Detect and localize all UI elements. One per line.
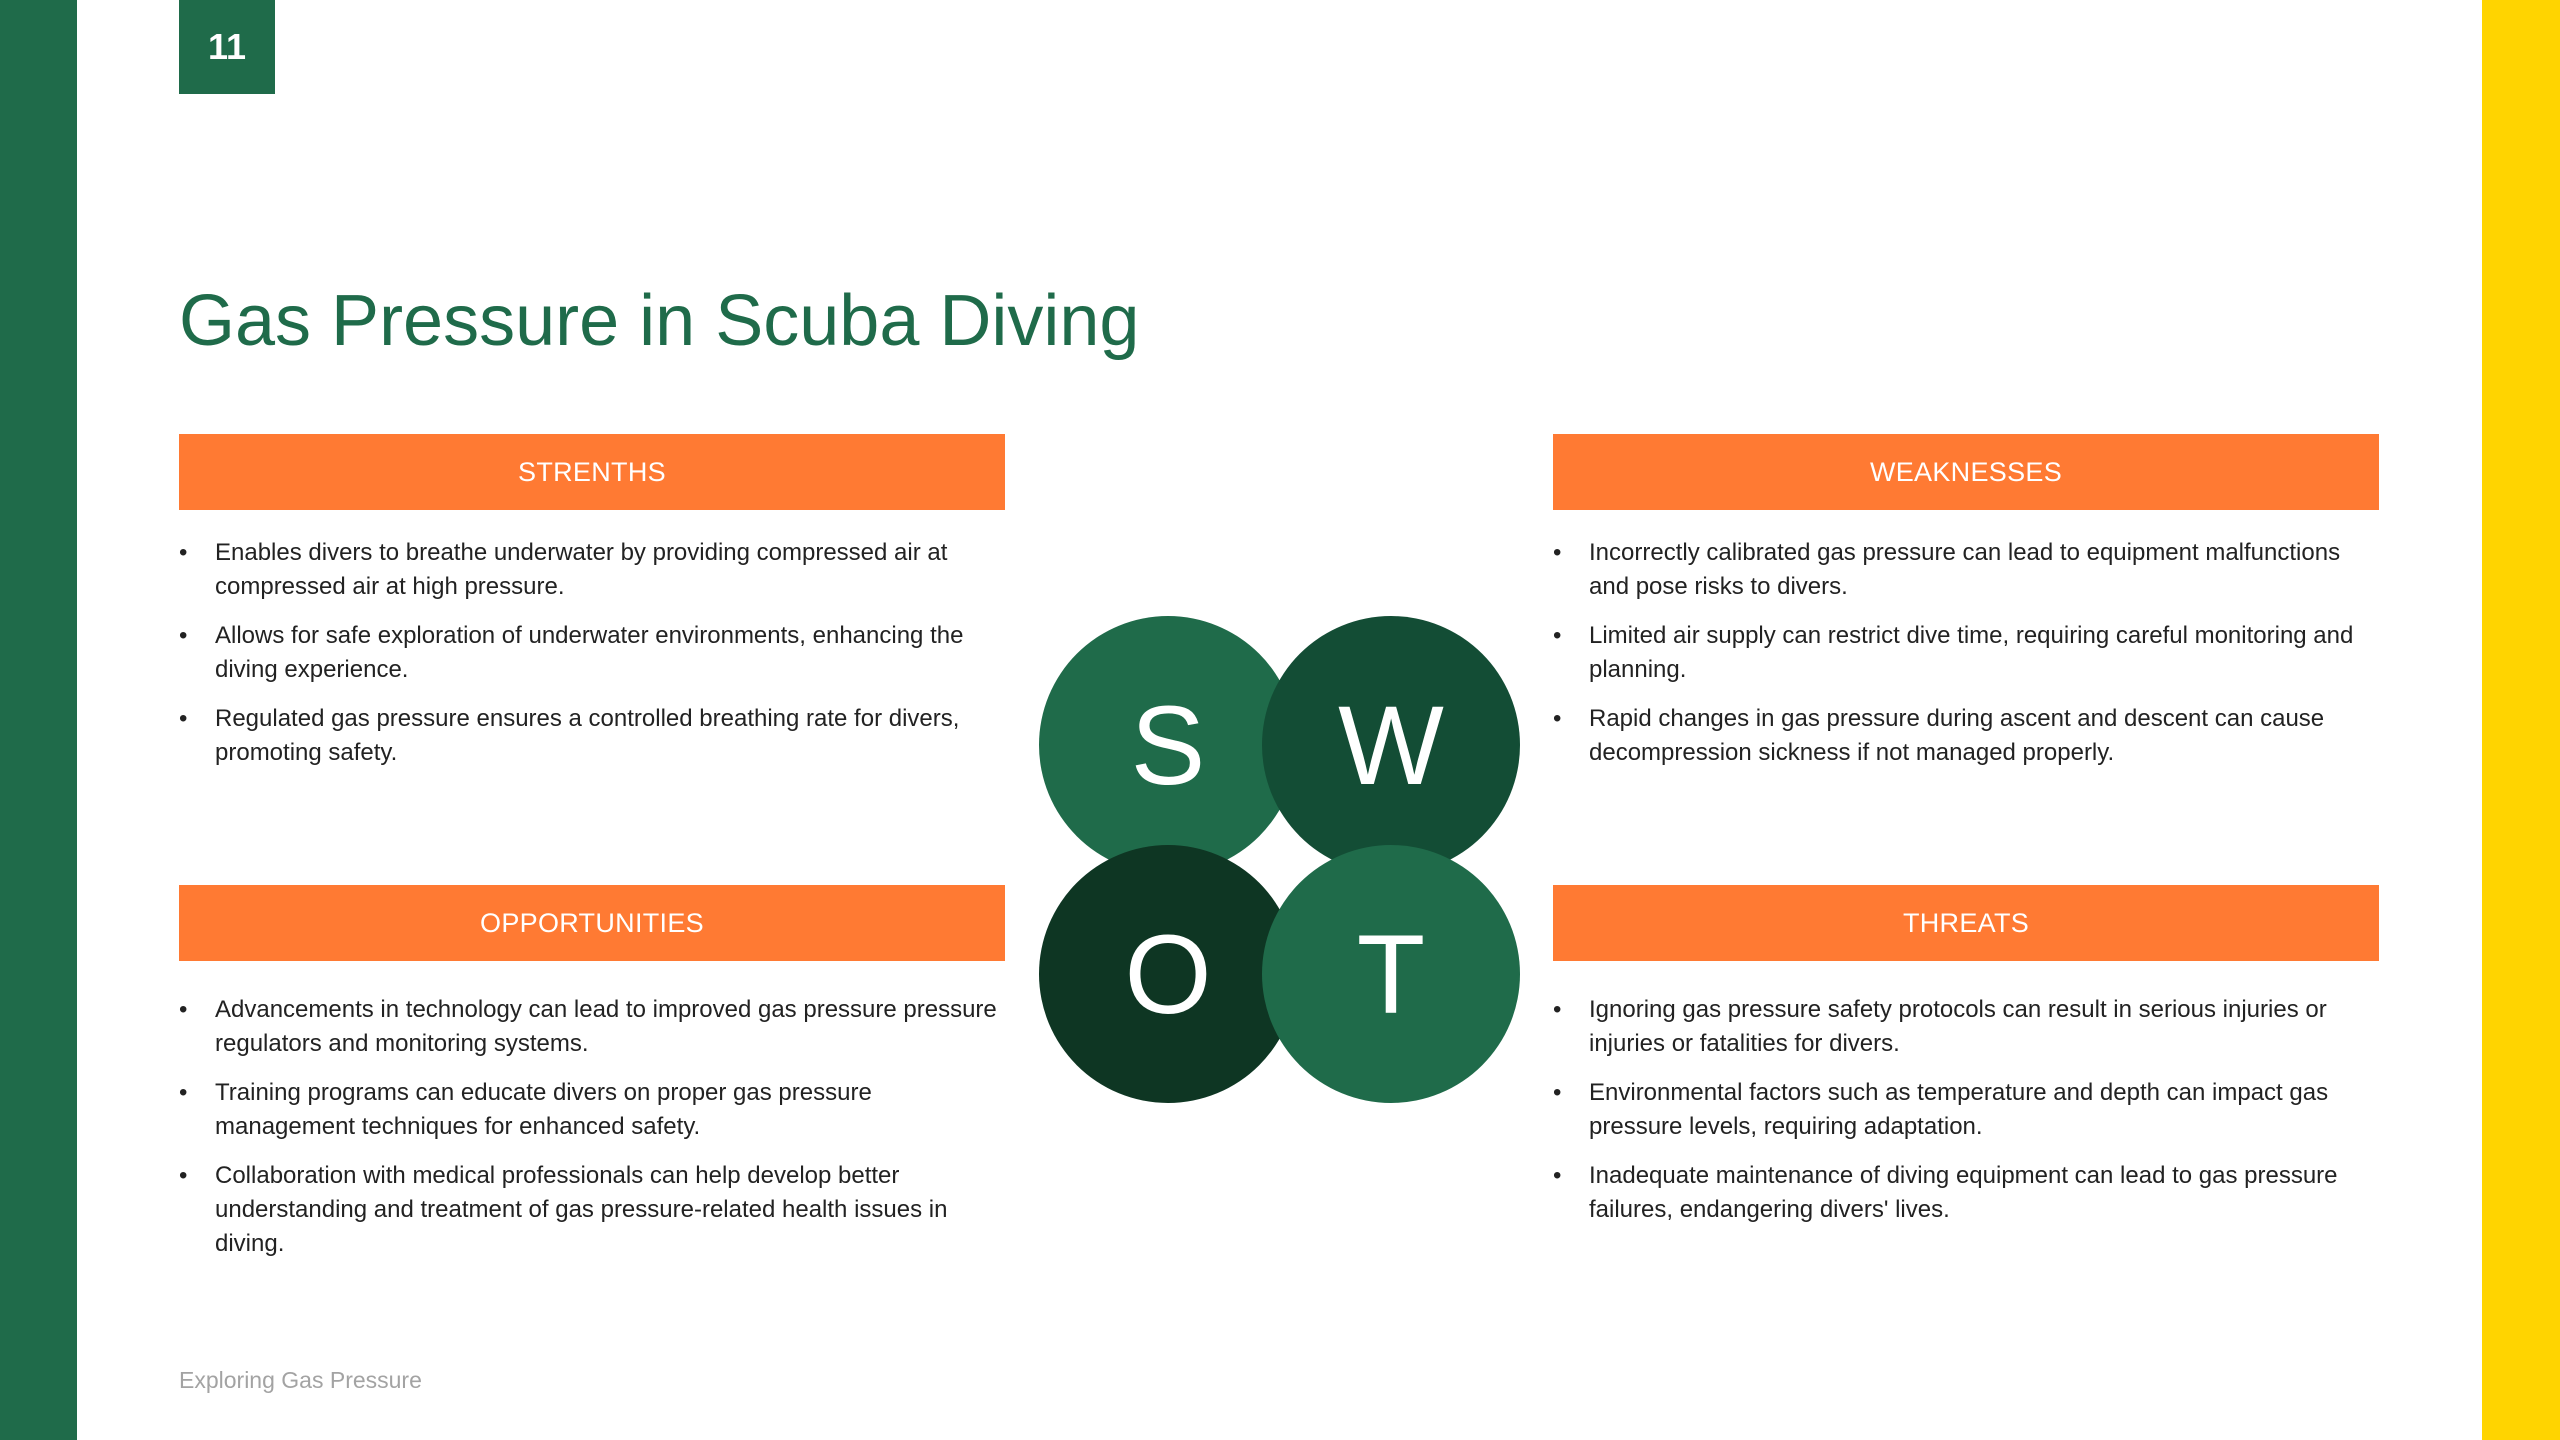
strengths-item: • Regulated gas pressure ensures a controlled breathing rate for divers, promoting safety. <box>179 702 1005 770</box>
slide-footer: Exploring Gas Pressure <box>179 1367 422 1393</box>
opportunities-list <box>179 993 1005 1276</box>
weaknesses-item: • Rapid changes in gas pressure during ascent and descent can cause decompression sickness if not managed properly. <box>1553 702 2379 770</box>
left-accent-bar <box>0 0 77 1440</box>
swot-circle-s: S <box>1039 616 1297 874</box>
threats-header: THREATS <box>1553 885 2379 961</box>
page-number-badge: 11 <box>179 0 275 94</box>
weaknesses-item: • Limited air supply can restrict dive time, requiring careful monitoring and planning. <box>1553 619 2379 687</box>
strengths-item: • Allows for safe exploration of underwater environments, enhancing the diving experience. <box>179 619 1005 687</box>
strengths-list <box>179 536 1005 785</box>
weaknesses-list <box>1553 536 2379 785</box>
swot-circle-w: W <box>1262 616 1520 874</box>
slide-title: Gas Pressure in Scuba Diving <box>179 281 1140 361</box>
opportunities-item: • Advancements in technology can lead to improved gas pressure pressure regulators and monitoring systems. <box>179 993 1005 1061</box>
opportunities-header: OPPORTUNITIES <box>179 885 1005 961</box>
threats-item: • Inadequate maintenance of diving equipment can lead to gas pressure failures, endangering divers' lives. <box>1553 1159 2379 1227</box>
swot-circle-t: T <box>1262 845 1520 1103</box>
weaknesses-item: • Incorrectly calibrated gas pressure can lead to equipment malfunctions and pose risks to divers. <box>1553 536 2379 604</box>
threats-list <box>1553 993 2379 1242</box>
threats-item: • Ignoring gas pressure safety protocols can result in serious injuries or injuries or fatalities for divers. <box>1553 993 2379 1061</box>
threats-item: • Environmental factors such as temperature and depth can impact gas pressure levels, requiring adaptation. <box>1553 1076 2379 1144</box>
swot-circle-o: O <box>1039 845 1297 1103</box>
swot-circles <box>1037 616 1521 1104</box>
right-accent-bar <box>2482 0 2560 1440</box>
opportunities-item: • Training programs can educate divers on proper gas pressure management techniques for enhanced safety. <box>179 1076 1005 1144</box>
strengths-item: • Enables divers to breathe underwater by providing compressed air at compressed air at high pressure. <box>179 536 1005 604</box>
opportunities-item: • Collaboration with medical professionals can help develop better understanding and treatment of gas pressure-related health issues in diving. <box>179 1159 1005 1261</box>
weaknesses-header: WEAKNESSES <box>1553 434 2379 510</box>
strengths-header: STRENTHS <box>179 434 1005 510</box>
